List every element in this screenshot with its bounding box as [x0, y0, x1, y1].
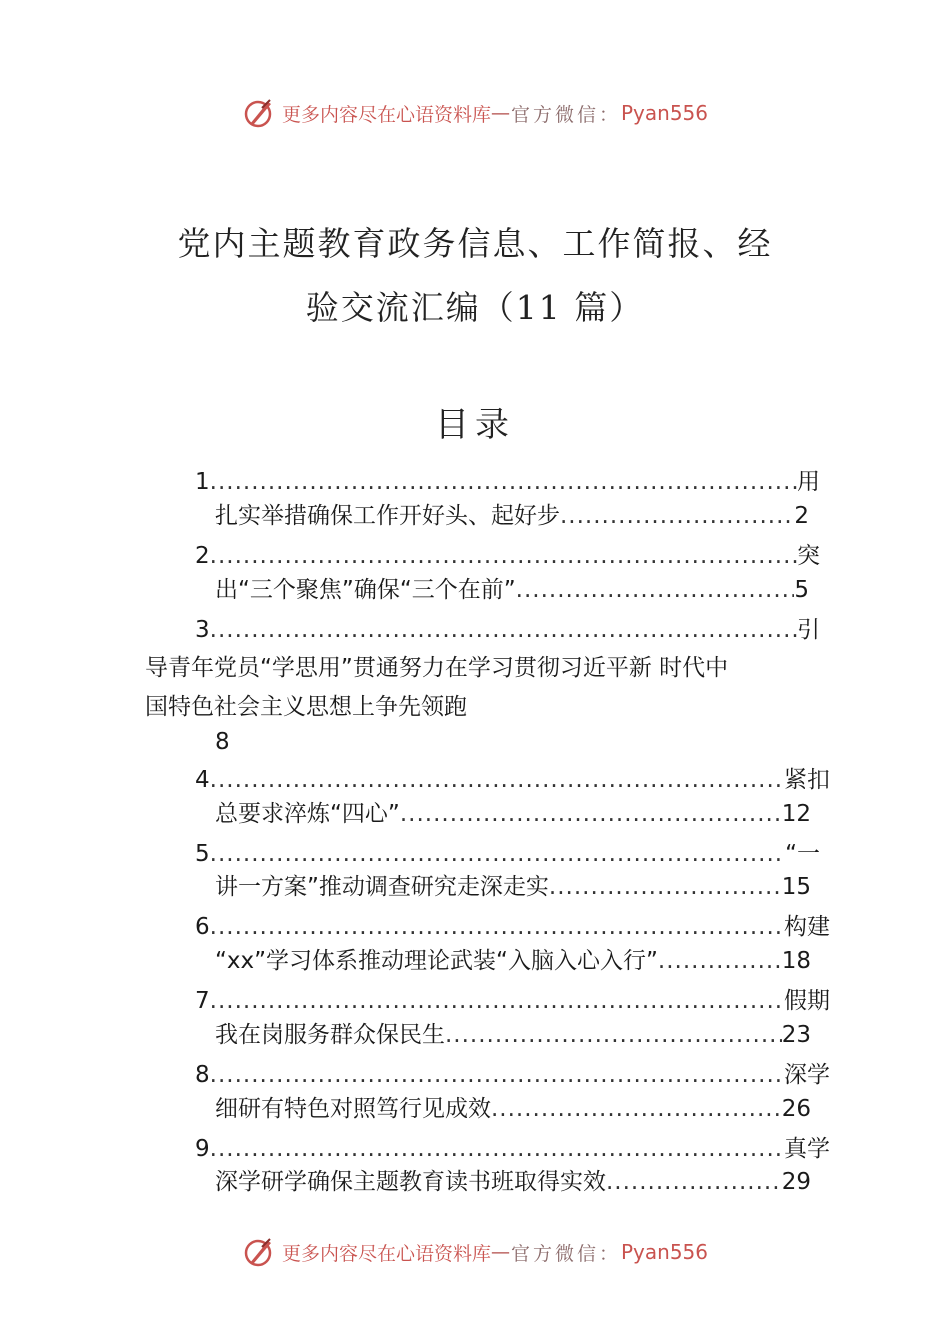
toc-entry-page: 23	[781, 1022, 811, 1048]
toc-leader-dots	[516, 573, 795, 607]
toc-leader-dots	[400, 797, 782, 831]
toc-entry-2-lead[interactable]	[195, 539, 820, 573]
toc-entry-6-title[interactable]	[215, 944, 811, 978]
watermark-banner-top	[0, 96, 950, 130]
toc-leader-dots	[210, 984, 784, 1018]
toc-entry-title-start: 引	[797, 617, 820, 643]
toc-entry-2-title[interactable]	[215, 573, 809, 607]
toc-leader-dots	[210, 910, 784, 944]
toc-entry-number: 9	[195, 1136, 210, 1162]
watermark-wechat-label: 官方微信：	[510, 1242, 621, 1265]
watermark-dash: —	[490, 1241, 511, 1263]
toc-entry-page: 2	[794, 503, 809, 529]
toc-leader-dots	[210, 837, 785, 871]
watermark-dash: —	[490, 102, 511, 124]
toc-entry-title: 深学研学确保主题教育读书班取得实效	[215, 1169, 606, 1195]
toc-leader-dots	[445, 1018, 782, 1052]
watermark-wechat-id: Pyan556	[621, 1240, 709, 1264]
toc-leader-dots	[658, 944, 782, 978]
toc-entry-number: 1	[195, 469, 210, 495]
quill-logo-icon	[242, 1235, 276, 1269]
toc-entry-1-title[interactable]	[215, 499, 809, 533]
watermark-wechat-id: Pyan556	[621, 101, 709, 125]
toc-entry-7-lead[interactable]	[195, 984, 830, 1018]
toc-entry-title: 扎实举措确保工作开好头、起好步	[215, 503, 560, 529]
watermark-site-text: 更多内容尽在心语资料库	[281, 1242, 491, 1265]
toc-entry-number: 8	[195, 1062, 210, 1088]
toc-entry-number: 7	[195, 988, 210, 1014]
toc-leader-dots	[491, 1092, 782, 1126]
toc-entry-title-start: “一	[785, 841, 820, 867]
toc-entry-8-title[interactable]	[215, 1092, 811, 1126]
toc-leader-dots	[210, 1132, 784, 1166]
toc-heading: 目录	[435, 405, 515, 445]
watermark-banner-bottom	[0, 1235, 950, 1269]
toc-entry-page: 15	[781, 874, 811, 900]
toc-entry-5-title[interactable]	[215, 870, 811, 904]
toc-leader-dots	[549, 870, 782, 904]
toc-entry-1-lead[interactable]	[195, 465, 820, 499]
toc-entry-title: 我在岗服务群众保民生	[215, 1022, 445, 1048]
toc-entry-number: 5	[195, 841, 210, 867]
toc-entry-9-title[interactable]	[215, 1165, 811, 1199]
toc-entry-page: 5	[794, 577, 809, 603]
toc-entry-number: 4	[195, 767, 210, 793]
toc-entry-title-start: 用	[797, 469, 820, 495]
watermark-wechat-label: 官方微信：	[510, 103, 621, 126]
toc-entry-page: 18	[781, 948, 811, 974]
toc-leader-dots	[210, 539, 797, 573]
toc-entry-title: 细研有特色对照笃行见成效	[215, 1096, 491, 1122]
toc-entry-5-lead[interactable]	[195, 837, 820, 871]
toc-entry-3-lead[interactable]	[195, 613, 820, 647]
toc-entry-title: 讲一方案”推动调查研究走深走实	[215, 874, 549, 900]
quill-logo-icon	[242, 96, 276, 130]
toc-entry-8-lead[interactable]	[195, 1058, 830, 1092]
toc-entry-4-title[interactable]	[215, 797, 811, 831]
toc-entry-3-page[interactable]: 8	[215, 729, 230, 755]
toc-entry-3-title-line-1[interactable]: 导青年党员“学思用”贯通努力在学习贯彻习近平新 时代中	[145, 655, 729, 681]
toc-leader-dots	[210, 1058, 784, 1092]
toc-entry-number: 2	[195, 543, 210, 569]
document-title-line-2: 验交流汇编（11 篇）	[305, 288, 645, 327]
toc-entry-title-start: 突	[797, 543, 820, 569]
watermark-site-text: 更多内容尽在心语资料库	[281, 103, 491, 126]
toc-entry-7-title[interactable]	[215, 1018, 811, 1052]
toc-entry-title: 总要求淬炼“四心”	[215, 801, 400, 827]
document-title-line-1: 党内主题教育政务信息、工作简报、经	[177, 224, 773, 263]
toc-leader-dots	[210, 465, 797, 499]
toc-entry-9-lead[interactable]	[195, 1132, 830, 1166]
toc-entry-title-start: 深学	[784, 1062, 830, 1088]
toc-leader-dots	[210, 763, 784, 797]
toc-entry-title-start: 构建	[784, 914, 830, 940]
toc-leader-dots	[210, 613, 797, 647]
toc-entry-page: 29	[781, 1169, 811, 1195]
toc-entry-title-start: 紧扣	[784, 767, 830, 793]
toc-entry-page: 26	[781, 1096, 811, 1122]
toc-entry-title-start: 假期	[784, 988, 830, 1014]
toc-entry-title: 出“三个聚焦”确保“三个在前”	[215, 577, 516, 603]
toc-leader-dots	[606, 1165, 782, 1199]
toc-entry-page: 12	[781, 801, 811, 827]
toc-entry-6-lead[interactable]	[195, 910, 830, 944]
toc-entry-number: 3	[195, 617, 210, 643]
toc-entry-title: “xx”学习体系推动理论武装“入脑入心入行”	[215, 948, 658, 974]
toc-leader-dots	[560, 499, 794, 533]
toc-entry-4-lead[interactable]	[195, 763, 830, 797]
toc-entry-3-title-line-2[interactable]: 国特色社会主义思想上争先领跑	[145, 694, 467, 720]
toc-entry-title-start: 真学	[784, 1136, 830, 1162]
toc-entry-number: 6	[195, 914, 210, 940]
